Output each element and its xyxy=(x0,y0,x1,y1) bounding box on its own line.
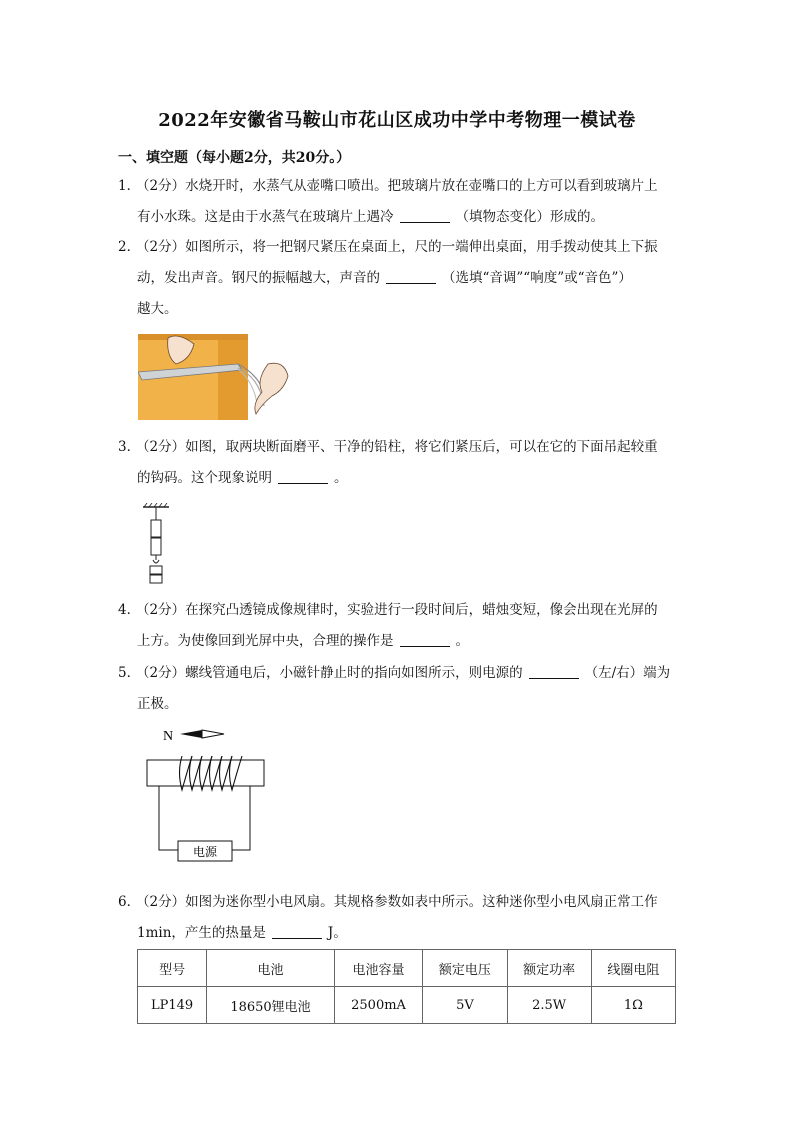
question-text: （填物态变化）形成的。 xyxy=(455,209,604,225)
question-number: 1． xyxy=(118,178,141,194)
lead-column-figure xyxy=(141,503,171,587)
power-source-label: 电源 xyxy=(192,845,218,859)
question-text: （2分）如图为迷你型小电风扇。其规格参数如表中所示。这种迷你型小电风扇正常工作 xyxy=(136,894,658,910)
answer-blank[interactable] xyxy=(529,664,579,679)
page-title: 2022年安徽省马鞍山市花山区成功中学中考物理一模试卷 xyxy=(158,110,636,131)
question-text: 上方。为使像回到光屏中央，合理的操作是 xyxy=(137,633,394,649)
spec-table xyxy=(137,949,676,1024)
table-cell: LP149 xyxy=(138,987,207,1024)
compass-north-label: N xyxy=(163,729,174,744)
table-cell: 18650锂电池 xyxy=(207,987,335,1024)
question-3 xyxy=(118,432,678,494)
question-text: 。 xyxy=(334,470,348,486)
question-text: 1min，产生的热量是 xyxy=(137,925,266,941)
table-header-cell: 额定功率 xyxy=(507,950,591,987)
question-text: （2分）在探究凸透镜成像规律时，实验进行一段时间后，蜡烛变短，像会出现在光屏的 xyxy=(136,602,658,618)
question-text: （2分）如图所示，将一把钢尺紧压在桌面上，尺的一端伸出桌面，用手拨动使其上下振 xyxy=(136,239,658,255)
table-header-row xyxy=(138,950,676,987)
table-cell: 1Ω xyxy=(591,987,675,1024)
question-number: 6． xyxy=(118,894,141,910)
question-text: （2分）水烧开时，水蒸气从壶嘴口喷出。把玻璃片放在壶嘴口的上方可以看到玻璃片上 xyxy=(136,178,658,194)
answer-blank[interactable] xyxy=(386,269,436,284)
question-text: 正极。 xyxy=(137,696,178,712)
question-number: 3． xyxy=(118,439,141,455)
table-header-cell: 额定电压 xyxy=(423,950,507,987)
compass-needle-north xyxy=(180,730,202,738)
table-cell: 2500mA xyxy=(334,987,423,1024)
question-text: 的钩码。这个现象说明 xyxy=(137,470,272,486)
question-2 xyxy=(118,232,678,325)
answer-blank[interactable] xyxy=(278,469,328,484)
table-header-cell: 型号 xyxy=(138,950,207,987)
question-text: 动，发出声音。钢尺的振幅越大，声音的 xyxy=(137,270,380,286)
question-number: 5． xyxy=(118,665,141,681)
table-header-cell: 电池 xyxy=(207,950,335,987)
table-header-cell: 线圈电阻 xyxy=(591,950,675,987)
ruler-table-figure xyxy=(138,334,298,420)
question-text: J。 xyxy=(327,925,347,941)
question-text: （选填“音调”“响度”或“音色”） xyxy=(442,270,632,286)
solenoid-circuit-figure xyxy=(140,722,272,864)
table-cell: 2.5W xyxy=(507,987,591,1024)
answer-blank[interactable] xyxy=(272,924,322,939)
question-1 xyxy=(118,171,678,233)
question-text: 。 xyxy=(455,633,469,649)
question-text: （左/右）端为 xyxy=(584,665,671,681)
table-cell: 5V xyxy=(423,987,507,1024)
table-header-cell: 电池容量 xyxy=(334,950,423,987)
question-6 xyxy=(118,887,678,949)
section-heading: 一、填空题（每小题2分，共20分。） xyxy=(118,150,351,166)
question-text: 越大。 xyxy=(137,301,178,317)
question-text: （2分）如图，取两块断面磨平、干净的铅柱，将它们紧压后，可以在它的下面吊起较重 xyxy=(136,439,658,455)
question-5 xyxy=(118,658,678,720)
answer-blank[interactable] xyxy=(400,632,450,647)
question-number: 2． xyxy=(118,239,141,255)
table-row xyxy=(138,987,676,1024)
question-4 xyxy=(118,595,678,657)
question-number: 4． xyxy=(118,602,141,618)
question-text: （2分）螺线管通电后，小磁针静止时的指向如图所示，则电源的 xyxy=(136,665,523,681)
compass-needle-south xyxy=(202,730,224,738)
question-text: 有小水珠。这是由于水蒸气在玻璃片上遇冷 xyxy=(137,209,394,225)
answer-blank[interactable] xyxy=(400,208,450,223)
